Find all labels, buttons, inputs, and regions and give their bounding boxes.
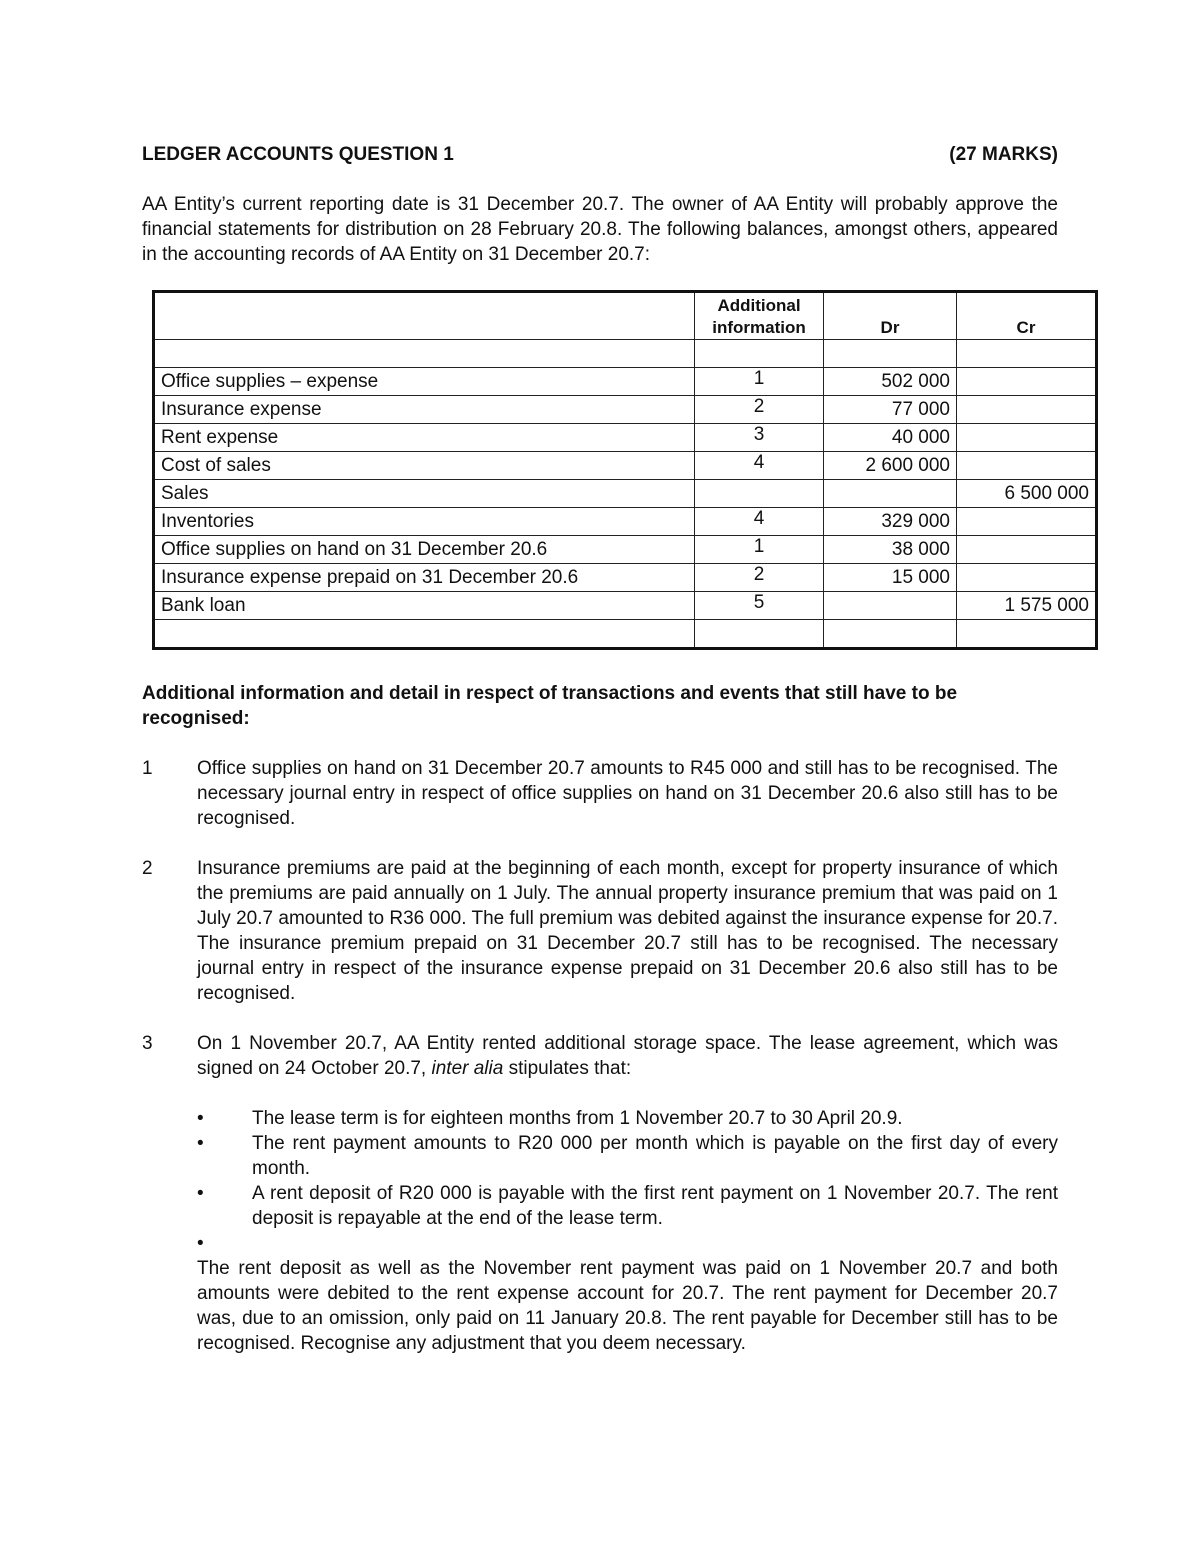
additional-info-section: [142, 681, 1058, 1356]
header-dr: Dr: [824, 292, 957, 340]
table-row-empty: [154, 340, 1097, 368]
cell-dr: 329 000: [824, 508, 957, 536]
balances-table: [152, 290, 1098, 650]
page-header: [142, 142, 1058, 267]
header-info: Additional information: [695, 292, 824, 340]
table-row: [154, 564, 1097, 592]
table-row: [154, 480, 1097, 508]
bullet-item-empty: [197, 1231, 1058, 1256]
cell-account: Office supplies on hand on 31 December 20.6: [154, 536, 695, 564]
bullet-item: [197, 1181, 1058, 1231]
item-text: [197, 1031, 1058, 1081]
table-header-row: [154, 292, 1097, 340]
item-text-part: stipulates that:: [503, 1058, 632, 1079]
intro-paragraph: AA Entity’s current reporting date is 31 December 20.7. The owner of AA Entity will probably approve the financial statements for distribution on 28 February 20.8. The following balances, amongst others, appeared in the accounting records of AA Entity on 31 December 20.7:: [142, 194, 1058, 265]
cell-info: 5: [695, 592, 824, 620]
bullet-icon: •: [197, 1133, 204, 1154]
bullet-icon: •: [197, 1108, 204, 1129]
table-row-empty: [154, 620, 1097, 649]
additional-heading: Additional information and detail in respect of transactions and events that still have to be recognised:: [142, 683, 958, 729]
bullet-item: [197, 1106, 1058, 1131]
cell-info: 1: [695, 368, 824, 396]
cell-cr: [957, 424, 1097, 452]
cell-info: 2: [695, 564, 824, 592]
cell-info: 1: [695, 536, 824, 564]
table-row: [154, 536, 1097, 564]
header-account: [154, 292, 695, 340]
table-row: [154, 452, 1097, 480]
cell-account: Sales: [154, 480, 695, 508]
question-title-row: [142, 142, 1058, 167]
cell-account: Office supplies – expense: [154, 368, 695, 396]
table-row: [154, 368, 1097, 396]
question-title: LEDGER ACCOUNTS QUESTION 1: [142, 144, 454, 165]
item-text-part: On 1 November 20.7, AA Entity rented additional storage space. The lease agreement, which was signed on 24 October 20.7,: [197, 1033, 1058, 1079]
cell-dr: 2 600 000: [824, 452, 957, 480]
cell-dr: 15 000: [824, 564, 957, 592]
cell-cr: [957, 452, 1097, 480]
cell-cr: [957, 536, 1097, 564]
cell-cr: 1 575 000: [957, 592, 1097, 620]
item-number: 1: [142, 758, 153, 779]
cell-cr: [957, 564, 1097, 592]
item-text: Insurance premiums are paid at the beginning of each month, except for property insurance of which the premiums are paid annually on 1 July. The annual property insurance premium that was paid on 1 July 20.7 amounted to R36 000. The full premium was debited against the insurance expense for 20.7. The insurance premium prepaid on 31 December 20.7 still has to be recognised. The necessary journal entry in respect of the insurance expense prepaid on 31 December 20.6 also still has to be recognised.: [197, 858, 1058, 1004]
question-marks: (27 MARKS): [949, 144, 1058, 165]
closing-paragraph: The rent deposit as well as the November rent payment was paid on 1 November 20.7 and both amounts were debited to the rent expense account for 20.7. The rent payment for December 20.7 was, due to an omission, only paid on 11 January 20.8. The rent payable for December still has to be recognised. Recognise any adjustment that you deem necessary.: [197, 1258, 1058, 1354]
cell-dr: [824, 480, 957, 508]
cell-account: Cost of sales: [154, 452, 695, 480]
cell-account: Rent expense: [154, 424, 695, 452]
cell-account: Bank loan: [154, 592, 695, 620]
cell-dr: 40 000: [824, 424, 957, 452]
cell-dr: 502 000: [824, 368, 957, 396]
cell-info: 4: [695, 508, 824, 536]
table-row: [154, 424, 1097, 452]
cell-dr: [824, 592, 957, 620]
item-number: 3: [142, 1033, 153, 1054]
bullet-text: A rent deposit of R20 000 is payable with the first rent payment on 1 November 20.7. The rent deposit is repayable at the end of the lease term.: [252, 1183, 1058, 1229]
cell-account: Inventories: [154, 508, 695, 536]
cell-dr: 38 000: [824, 536, 957, 564]
info-item-1: [142, 756, 1058, 831]
bullet-text: The rent payment amounts to R20 000 per month which is payable on the first day of every month.: [252, 1133, 1058, 1179]
cell-cr: 6 500 000: [957, 480, 1097, 508]
cell-account: Insurance expense prepaid on 31 December 20.6: [154, 564, 695, 592]
bullet-item: [197, 1131, 1058, 1181]
bullet-icon: •: [197, 1183, 204, 1204]
cell-account: Insurance expense: [154, 396, 695, 424]
lease-terms-list: [197, 1106, 1058, 1256]
cell-info: [695, 480, 824, 508]
cell-info: 3: [695, 424, 824, 452]
info-item-3: [142, 1031, 1058, 1356]
cell-cr: [957, 508, 1097, 536]
cell-cr: [957, 396, 1097, 424]
table-row: [154, 396, 1097, 424]
cell-cr: [957, 368, 1097, 396]
header-cr: Cr: [957, 292, 1097, 340]
bullet-text: The lease term is for eighteen months from 1 November 20.7 to 30 April 20.9.: [252, 1108, 903, 1129]
table-row: [154, 508, 1097, 536]
info-item-2: [142, 856, 1058, 1006]
bullet-icon: •: [197, 1233, 204, 1254]
cell-dr: 77 000: [824, 396, 957, 424]
cell-info: 4: [695, 452, 824, 480]
item-text-italic: inter alia: [431, 1058, 504, 1079]
cell-info: 2: [695, 396, 824, 424]
item-text: Office supplies on hand on 31 December 20.7 amounts to R45 000 and still has to be recognised. The necessary journal entry in respect of office supplies on hand on 31 December 20.6 also still has to be recognised.: [197, 758, 1058, 829]
table-row: [154, 592, 1097, 620]
item-number: 2: [142, 858, 153, 879]
